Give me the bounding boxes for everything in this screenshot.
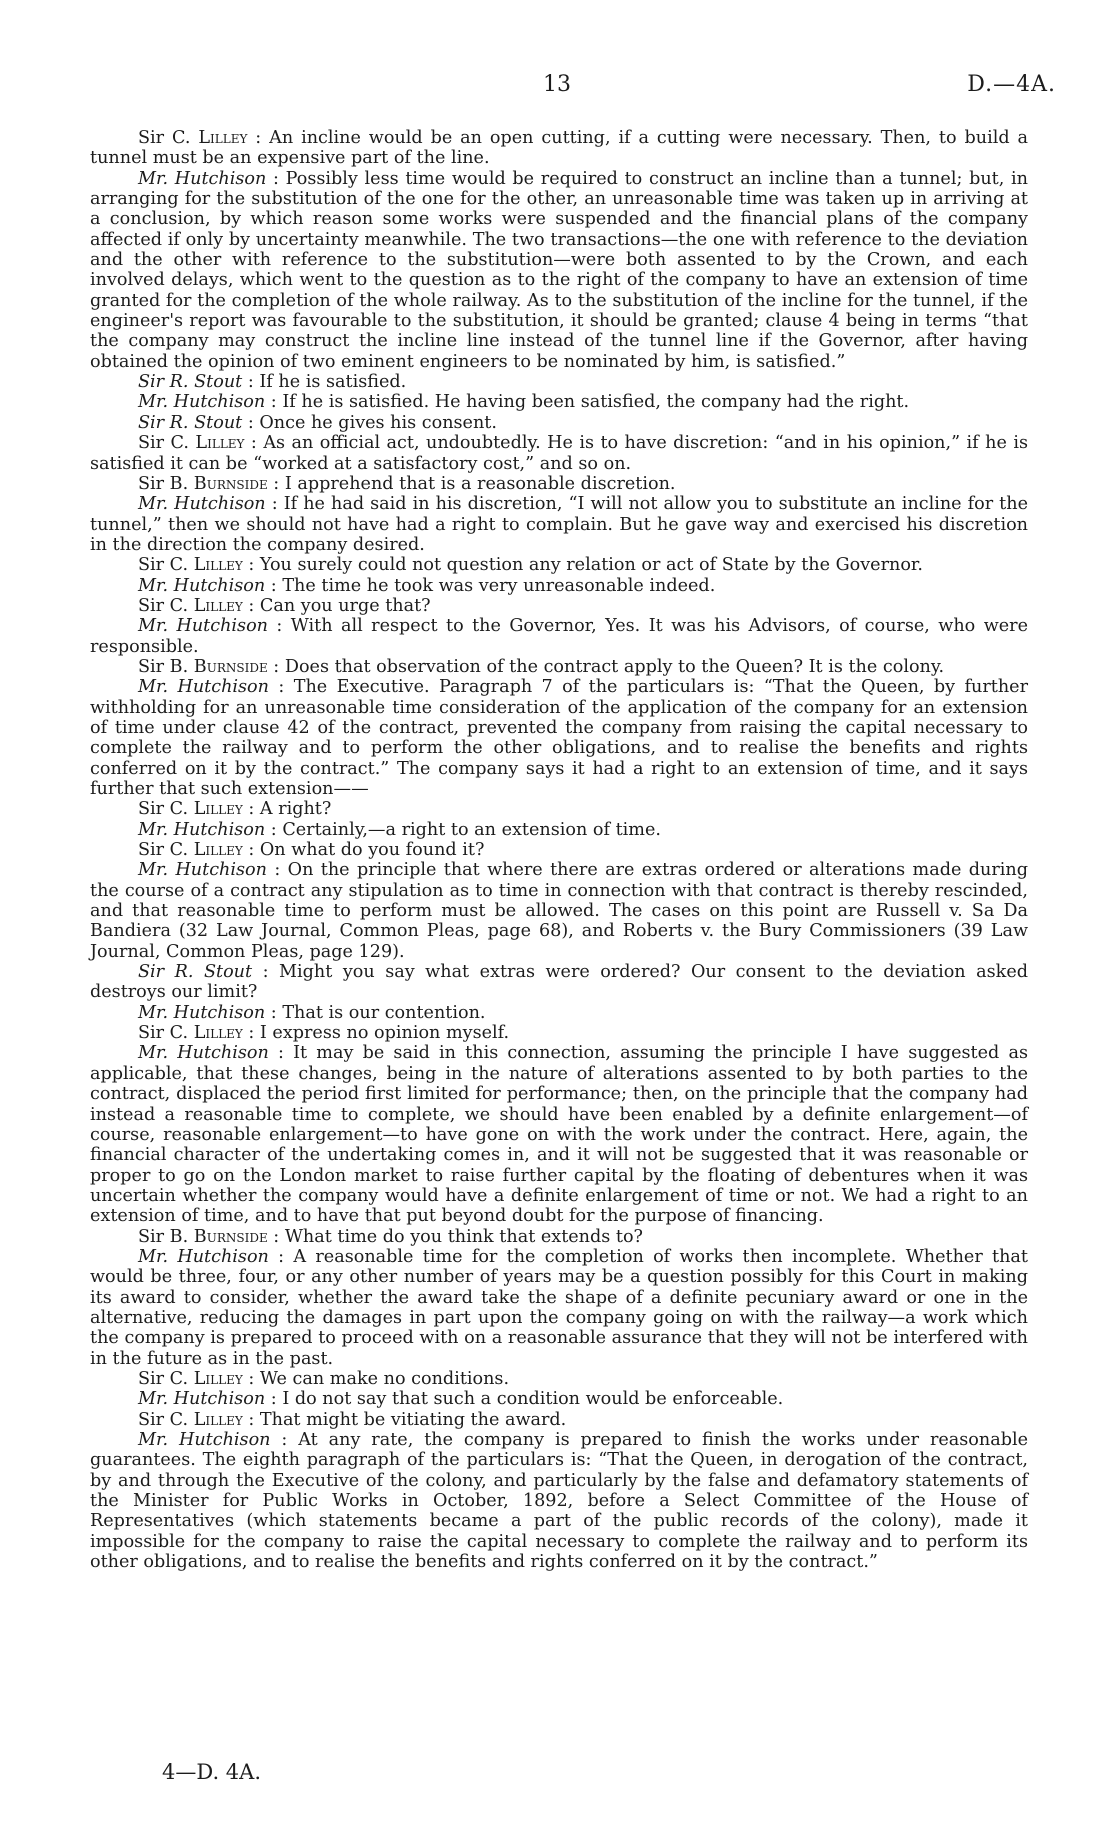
speaker-name: Sir B. Burnside <box>138 473 268 494</box>
dialogue-paragraph: Mr. Hutchison : Possibly less time would be required to construct an incline than a tunnel; but, in arranging for the substitution of the one for the other, an unreasonable time was taken up in arriving at a conclusion, by which reason some works were suspended and the financial plans of the company affected if only by uncertainty meanwhile. The two transactions—the one with reference to the deviation and the other with reference to the substitution—were both assented to by the Crown, and each involved delays, which went to the question as to the right of the company to have an extension of time granted for the completion of the whole railway. As to the substitution of the incline for the tunnel, if the engineer's report was favourable to the substitution, it should be granted; clause 4 being in terms “that the company may construct the incline line instead of the tunnel line if the Governor, after having obtained the opinion of two eminent engineers to be nominated by him, is satisfied.” <box>90 168 1028 372</box>
speech-text: On the principle that where there are extras ordered or alterations made during the course of a contract any stipulation as to time in connection with that contract is thereby rescinded, and that reasonable time to perform must be allowed. The cases on this point are Russell v. Sa Da Bandiera (32 Law Journal, Common Pleas, page 68), and Roberts v. the Bury Commissioners (39 Law Journal, Common Pleas, page 129). <box>90 860 1028 962</box>
dialogue-paragraph: Sir C. Lilley : On what do you found it? <box>138 840 485 861</box>
dialogue-paragraph: Mr. Hutchison : At any rate, the company is prepared to finish the works under reasonable guarantees. The eighth paragraph of the particulars is: “That the Queen, in derogation of the contract, by and through the Executive of the colony, and particularly by the false and defamatory statements of the Minister for Public Works in October, 1892, before a Select Committee of the House of Representatives (which statements became a part of the public records of the colony), made it impossible for the company to raise the capital necessary to complete the railway and to perform its other obligations, and to realise the benefits and rights conferred on it by the contract.” <box>90 1430 1028 1573</box>
sheet-reference: 4—D. 4A. <box>162 1760 262 1784</box>
speaker-name: Sir C. Lilley <box>138 799 243 820</box>
speaker-name: Sir C. Lilley <box>138 1368 243 1389</box>
speaker-name: Sir C. Lilley <box>138 1023 243 1044</box>
dialogue-paragraph: Sir C. Lilley : An incline would be an open cutting, if a cutting were necessary. Then, to build a tunnel must be an expensive part of the line. <box>90 128 1028 169</box>
speech-text: If he is satisfied. He having been satisfied, the company had the right. <box>282 392 910 413</box>
speaker-name: Mr. Hutchison <box>138 1246 269 1267</box>
speaker-name: Mr. Hutchison <box>138 1389 266 1410</box>
speaker-name: Sir C. Lilley <box>138 433 245 454</box>
speech-text: Once he gives his consent. <box>259 412 497 433</box>
dialogue-paragraph: Sir C. Lilley : We can make no conditions. <box>138 1368 510 1389</box>
dialogue-paragraph: Mr. Hutchison : On the principle that where there are extras ordered or alterations made during the course of a contract any stipulation as to time in connection with that contract is thereby rescinded, and that reasonable time to perform must be allowed. The cases on this point are Russell v. Sa Da Bandiera (32 Law Journal, Common Pleas, page 68), and Roberts v. the Bury Commissioners (39 Law Journal, Common Pleas, page 129). <box>90 860 1028 962</box>
speech-text: An incline would be an open cutting, if a cutting were necessary. Then, to build a tunnel must be an expensive part of the line. <box>90 128 1028 169</box>
speech-text: At any rate, the company is prepared to finish the works under reasonable guarantees. The eighth paragraph of the particulars is: “That the Queen, in derogation of the contract, by and through the Executive of the colony, and particularly by the false and defamatory statements of the Minister for Public Works in October, 1892, before a Select Committee of the House of Representatives (which statements became a part of the public records of the colony), made it impossible for the company to raise the capital necessary to complete the railway and to perform its other obligations, and to realise the benefits and rights conferred on it by the contract.” <box>90 1430 1028 1573</box>
speaker-name: Sir C. Lilley <box>138 128 248 148</box>
speaker-name: Sir C. Lilley <box>138 1409 243 1430</box>
speaker-name: Sir B. Burnside <box>138 656 268 677</box>
speech-text: I apprehend that is a reasonable discretion. <box>284 473 676 494</box>
dialogue-paragraph: Sir C. Lilley : A right? <box>138 799 332 820</box>
speech-text: With all respect to the Governor, Yes. It was his Advisors, of course, who were responsible. <box>90 616 1028 657</box>
speech-text: If he is satisfied. <box>259 372 407 393</box>
speaker-name: Mr. Hutchison <box>138 575 266 596</box>
speech-text: Might you say what extras were ordered? Our consent to the deviation asked destroys our limit? <box>90 962 1028 1003</box>
speaker-name: Mr. Hutchison <box>138 860 267 881</box>
dialogue-paragraph: Sir B. Burnside : Does that observation of the contract apply to the Queen? It is the colony. <box>138 656 945 677</box>
dialogue-paragraph: Sir R. Stout : Once he gives his consent. <box>138 412 497 433</box>
speech-text: I do not say that such a condition would be enforceable. <box>282 1389 784 1410</box>
speech-text: Does that observation of the contract apply to the Queen? It is the colony. <box>284 656 945 677</box>
speaker-name: Mr. Hutchison <box>138 1430 271 1450</box>
speech-text: What time do you think that extends to? <box>284 1226 643 1247</box>
speech-text: Possibly less time would be required to construct an incline than a tunnel; but, in arranging for the substitution of the one for the other, an unreasonable time was taken up in arriving at a conclusion, by which reason some works were suspended and the financial plans of the company affected if only by uncertainty meanwhile. The two transactions—the one with reference to the deviation and the other with reference to the substitution—were both assented to by the Crown, and each involved delays, which went to the question as to the right of the company to have an extension of time granted for the completion of the whole railway. As to the substitution of the incline for the tunnel, if the engineer's report was favourable to the substitution, it should be granted; clause 4 being in terms “that the company may construct the incline line instead of the tunnel line if the Governor, after having obtained the opinion of two eminent engineers to be nominated by him, is satisfied.” <box>90 168 1028 372</box>
speech-text: On what do you found it? <box>259 840 485 861</box>
speaker-name: Mr. Hutchison <box>138 616 269 637</box>
transcript-body <box>90 128 1028 1572</box>
speech-text: That is our contention. <box>282 1002 486 1023</box>
speech-text: Certainly,—a right to an extension of time. <box>282 819 661 840</box>
dialogue-paragraph: Sir C. Lilley : I express no opinion myself. <box>138 1023 510 1044</box>
speech-text: Can you urge that? <box>259 595 431 616</box>
speech-text: The time he took was very unreasonable indeed. <box>282 575 716 596</box>
speech-text: The Executive. Paragraph 7 of the particulars is: “That the Queen, by further withholding for an unreasonable time consideration of the application of the company for an extension of time under clause 42 of the contract, prevented the company from raising the capital necessary to complete the railway and to perform the other obligations, and to realise the benefits and rights conferred on it by the contract.” The company says it had a right to an extension of time, and it says further that such extension—— <box>90 677 1028 799</box>
dialogue-paragraph: Mr. Hutchison : I do not say that such a condition would be enforceable. <box>138 1389 784 1410</box>
speaker-name: Mr. Hutchison <box>138 494 266 515</box>
speech-text: As an official act, undoubtedly. He is to have discretion: “and in his opinion,” if he is satisfied it can be “worked at a satisfactory cost,” and so on. <box>90 433 1028 474</box>
speaker-name: Mr. Hutchison <box>138 392 266 413</box>
speaker-name: Mr. Hutchison <box>138 819 266 840</box>
dialogue-paragraph: Mr. Hutchison : A reasonable time for the completion of works then incomplete. Whether that would be three, four, or any other number of years may be a question possibly for this Court in making its award to consider, whether the award take the shape of a definite pecuniary award or one in the alternative, reducing the damages in part upon the company going on with the railway—a work which the company is prepared to proceed with on a reasonable assurance that they will not be interfered with in the future as in the past. <box>90 1246 1028 1369</box>
dialogue-paragraph: Sir C. Lilley : As an official act, undoubtedly. He is to have discretion: “and in his opinion,” if he is satisfied it can be “worked at a satisfactory cost,” and so on. <box>90 433 1028 474</box>
dialogue-paragraph: Sir R. Stout : Might you say what extras were ordered? Our consent to the deviation asked destroys our limit? <box>90 962 1028 1003</box>
speaker-name: Sir B. Burnside <box>138 1226 268 1247</box>
speaker-name: Sir R. Stout <box>138 412 243 433</box>
dialogue-paragraph: Mr. Hutchison : The time he took was very unreasonable indeed. <box>138 575 716 596</box>
speech-text: You surely could not question any relation or act of State by the Governor. <box>259 555 923 576</box>
speaker-name: Sir C. Lilley <box>138 555 243 576</box>
dialogue-paragraph: Mr. Hutchison : That is our contention. <box>138 1002 486 1023</box>
dialogue-paragraph: Sir R. Stout : If he is satisfied. <box>138 372 407 393</box>
speaker-name: Sir R. Stout <box>138 372 243 393</box>
speaker-name: Sir C. Lilley <box>138 840 243 861</box>
speech-text: That might be vitiating the award. <box>259 1409 567 1430</box>
dialogue-paragraph: Mr. Hutchison : If he had said in his discretion, “I will not allow you to substitute an incline for the tunnel,” then we should not have had a right to complain. But he gave way and exercised his discretion in the direction the company desired. <box>90 494 1028 555</box>
speaker-name: Mr. Hutchison <box>138 677 269 698</box>
dialogue-paragraph: Mr. Hutchison : It may be said in this connection, assuming the principle I have suggested as applicable, that these changes, being in the nature of alterations assented to by both parties to the contract, displaced the period first limited for performance; then, on the principle that the company had instead a reasonable time to complete, we should have been enabled by a definite enlargement—of course, reasonable enlargement—to have gone on with the work under the contract. Here, again, the financial character of the undertaking comes in, and it will not be suggested that it was reasonable or proper to go on the London market to raise further capital by the floating of debentures when it was uncertain whether the company would have a definite enlargement of time or not. We had a right to an extension of time, and to have that put beyond doubt for the purpose of financing. <box>90 1043 1028 1227</box>
speaker-name: Sir C. Lilley <box>138 595 243 616</box>
dialogue-paragraph: Mr. Hutchison : With all respect to the Governor, Yes. It was his Advisors, of course, who were responsible. <box>90 616 1028 657</box>
speech-text: We can make no conditions. <box>259 1368 510 1389</box>
page-number: 13 <box>543 72 571 97</box>
speaker-name: Mr. Hutchison <box>138 168 267 189</box>
document-reference: D.—4A. <box>967 72 1056 97</box>
dialogue-paragraph: Mr. Hutchison : If he is satisfied. He having been satisfied, the company had the right. <box>138 392 910 413</box>
speech-text: A reasonable time for the completion of works then incomplete. Whether that would be three, four, or any other number of years may be a question possibly for this Court in making its award to consider, whether the award take the shape of a definite pecuniary award or one in the alternative, reducing the damages in part upon the company going on with the railway—a work which the company is prepared to proceed with on a reasonable assurance that they will not be interfered with in the future as in the past. <box>90 1246 1028 1369</box>
dialogue-paragraph: Sir B. Burnside : I apprehend that is a reasonable discretion. <box>138 473 676 494</box>
page-header <box>0 72 1114 102</box>
dialogue-paragraph: Sir C. Lilley : That might be vitiating the award. <box>138 1409 567 1430</box>
dialogue-paragraph: Sir B. Burnside : What time do you think that extends to? <box>138 1226 643 1247</box>
speech-text: If he had said in his discretion, “I will not allow you to substitute an incline for the tunnel,” then we should not have had a right to complain. But he gave way and exercised his discretion in the direction the company desired. <box>90 494 1028 555</box>
dialogue-paragraph: Mr. Hutchison : Certainly,—a right to an extension of time. <box>138 819 661 840</box>
speech-text: It may be said in this connection, assuming the principle I have suggested as applicable, that these changes, being in the nature of alterations assented to by both parties to the contract, displaced the period first limited for performance; then, on the principle that the company had instead a reasonable time to complete, we should have been enabled by a definite enlargement—of course, reasonable enlargement—to have gone on with the work under the contract. Here, again, the financial character of the undertaking comes in, and it will not be suggested that it was reasonable or proper to go on the London market to raise further capital by the floating of debentures when it was uncertain whether the company would have a definite enlargement of time or not. We had a right to an extension of time, and to have that put beyond doubt for the purpose of financing. <box>90 1043 1028 1227</box>
speaker-name: Sir R. Stout <box>138 962 253 983</box>
dialogue-paragraph: Sir C. Lilley : Can you urge that? <box>138 595 431 616</box>
dialogue-paragraph: Sir C. Lilley : You surely could not question any relation or act of State by the Governor. <box>138 555 923 576</box>
speech-text: A right? <box>259 799 332 820</box>
speech-text: I express no opinion myself. <box>259 1023 510 1044</box>
dialogue-paragraph: Mr. Hutchison : The Executive. Paragraph 7 of the particulars is: “That the Queen, by further withholding for an unreasonable time consideration of the application of the company for an extension of time under clause 42 of the contract, prevented the company from raising the capital necessary to complete the railway and to perform the other obligations, and to realise the benefits and rights conferred on it by the contract.” The company says it had a right to an extension of time, and it says further that such extension—— <box>90 677 1028 799</box>
speaker-name: Mr. Hutchison <box>138 1043 269 1064</box>
speaker-name: Mr. Hutchison <box>138 1002 266 1023</box>
